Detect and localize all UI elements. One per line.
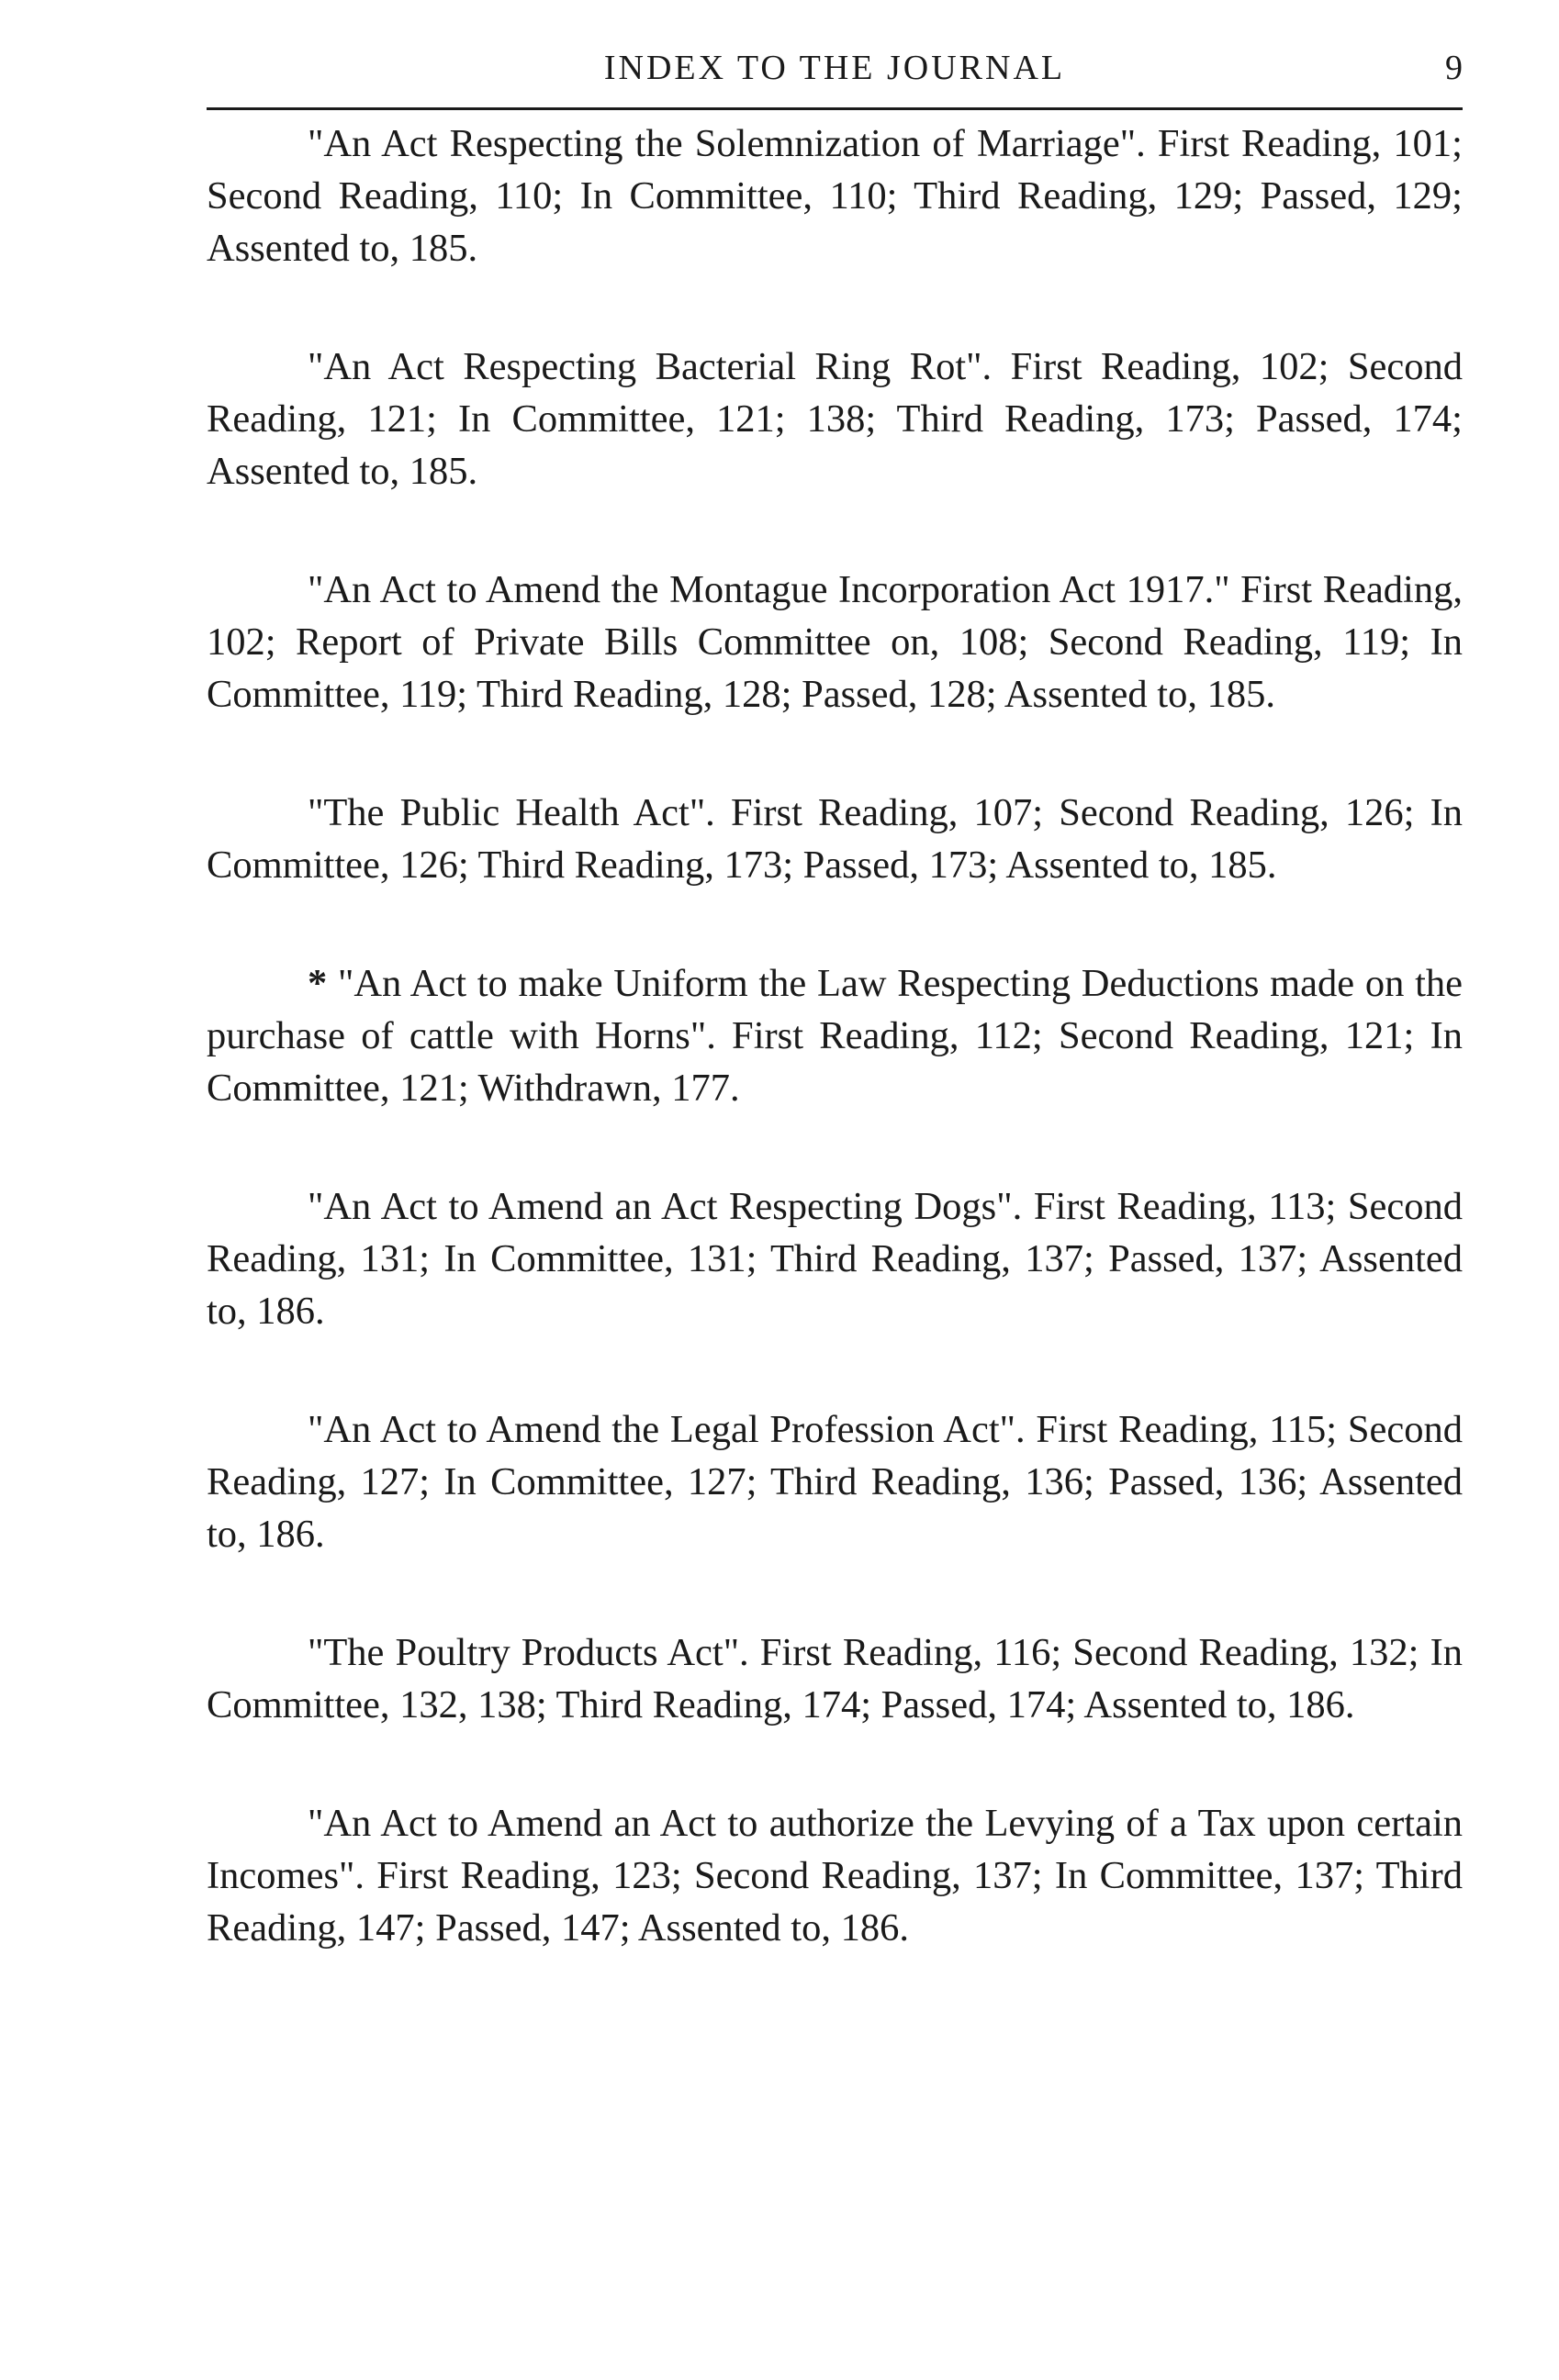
index-entry-withdrawn (207, 957, 1463, 1114)
index-entry (207, 1797, 1463, 1954)
entry-text: "An Act Respecting the Solemnization of Marriage". First Reading, 101; Second Reading, 110; In Committee, 110; Third Reading, 129; Passed, 129; Assented to, 185. (207, 122, 1463, 270)
index-entries (207, 117, 1463, 2020)
entry-text: "The Public Health Act". First Reading, 107; Second Reading, 126; In Committee, 126; Third Reading, 173; Passed, 173; Assented to, 185. (207, 791, 1463, 887)
running-head-title: INDEX TO THE JOURNAL (603, 49, 1066, 87)
page-number: 9 (1445, 49, 1463, 87)
index-entry (207, 1626, 1463, 1731)
index-entry (207, 564, 1463, 721)
running-head (207, 48, 1463, 99)
index-entry (207, 1180, 1463, 1337)
index-entry (207, 117, 1463, 274)
entry-text: "An Act Respecting Bacterial Ring Rot". First Reading, 102; Second Reading, 121; In Committee, 121; 138; Third Reading, 173; Passed, 174; Assented to, 185. (207, 345, 1463, 493)
entry-text: "An Act to Amend the Legal Profession Act". First Reading, 115; Second Reading, 127; In Committee, 127; Third Reading, 136; Passed, 136; Assented to, 186. (207, 1408, 1463, 1556)
asterisk-marker: * (308, 962, 328, 1005)
index-entry (207, 787, 1463, 891)
entry-text: "An Act to make Uniform the Law Respecting Deductions made on the purchase of cattle with Horns". First Reading, 112; Second Reading, 121; In Committee, 121; Withdrawn, 177. (207, 962, 1464, 1110)
entry-text: "The Poultry Products Act". First Reading, 116; Second Reading, 132; In Committee, 132, 138; Third Reading, 174; Passed, 174; Assented to, 186. (207, 1631, 1463, 1726)
index-entry (207, 1403, 1463, 1560)
entry-text: "An Act to Amend an Act Respecting Dogs". First Reading, 113; Second Reading, 131; In Committee, 131; Third Reading, 137; Passed, 137; Assented to, 186. (207, 1185, 1463, 1333)
header-rule (207, 107, 1463, 110)
entry-text: "An Act to Amend the Montague Incorporation Act 1917." First Reading, 102; Report of Private Bills Committee on, 108; Second Reading, 119; In Committee, 119; Third Reading, 128; Passed, 128; Assented to, 185. (207, 568, 1463, 716)
index-entry (207, 341, 1463, 497)
entry-text: "An Act to Amend an Act to authorize the Levying of a Tax upon certain Incomes". First Reading, 123; Second Reading, 137; In Committee, 137; Third Reading, 147; Passed, 147; Assented to, 186. (207, 1802, 1463, 1950)
